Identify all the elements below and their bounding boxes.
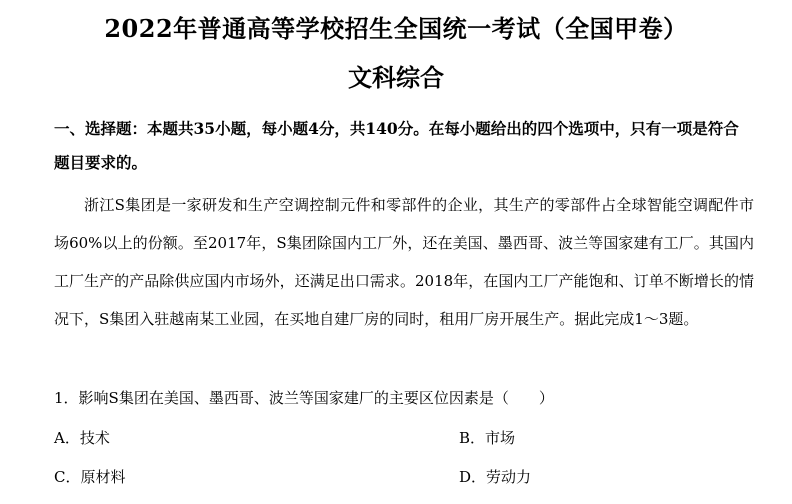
question-stem: 1．影响S集团在美国、墨西哥、波兰等国家建厂的主要区位因素是（ ） xyxy=(54,389,554,407)
reading-passage xyxy=(54,186,754,338)
option-b: B．市场 xyxy=(459,429,516,447)
option-c: C．原材料 xyxy=(54,468,126,486)
section-instruction: 一、选择题：本题共35小题，每小题4分，共140分。在每小题给出的四个选项中，只有一项是符合题目要求的。 xyxy=(54,119,739,172)
passage-paragraph: 浙江S集团是一家研发和生产空调控制元件和零部件的企业，其生产的零部件占全球智能空调配件市场60%以上的份额。至2017年，S集团除国内工厂外，还在美国、墨西哥、波兰等国家建有工厂。其国内工厂生产的产品除供应国内市场外，还满足出口需求。2018年，在国内工厂产能饱和、订单不断增长的情况下，S集团入驻越南某工业园，在买地自建厂房的同时，租用厂房开展生产。据此完成1～3题。 xyxy=(54,196,754,328)
exam-title: 2022年普通高等学校招生全国统一考试（全国甲卷） xyxy=(104,14,688,43)
option-d: D．劳动力 xyxy=(459,468,532,486)
exam-subject: 文科综合 xyxy=(348,63,444,92)
option-a: A．技术 xyxy=(54,429,110,447)
